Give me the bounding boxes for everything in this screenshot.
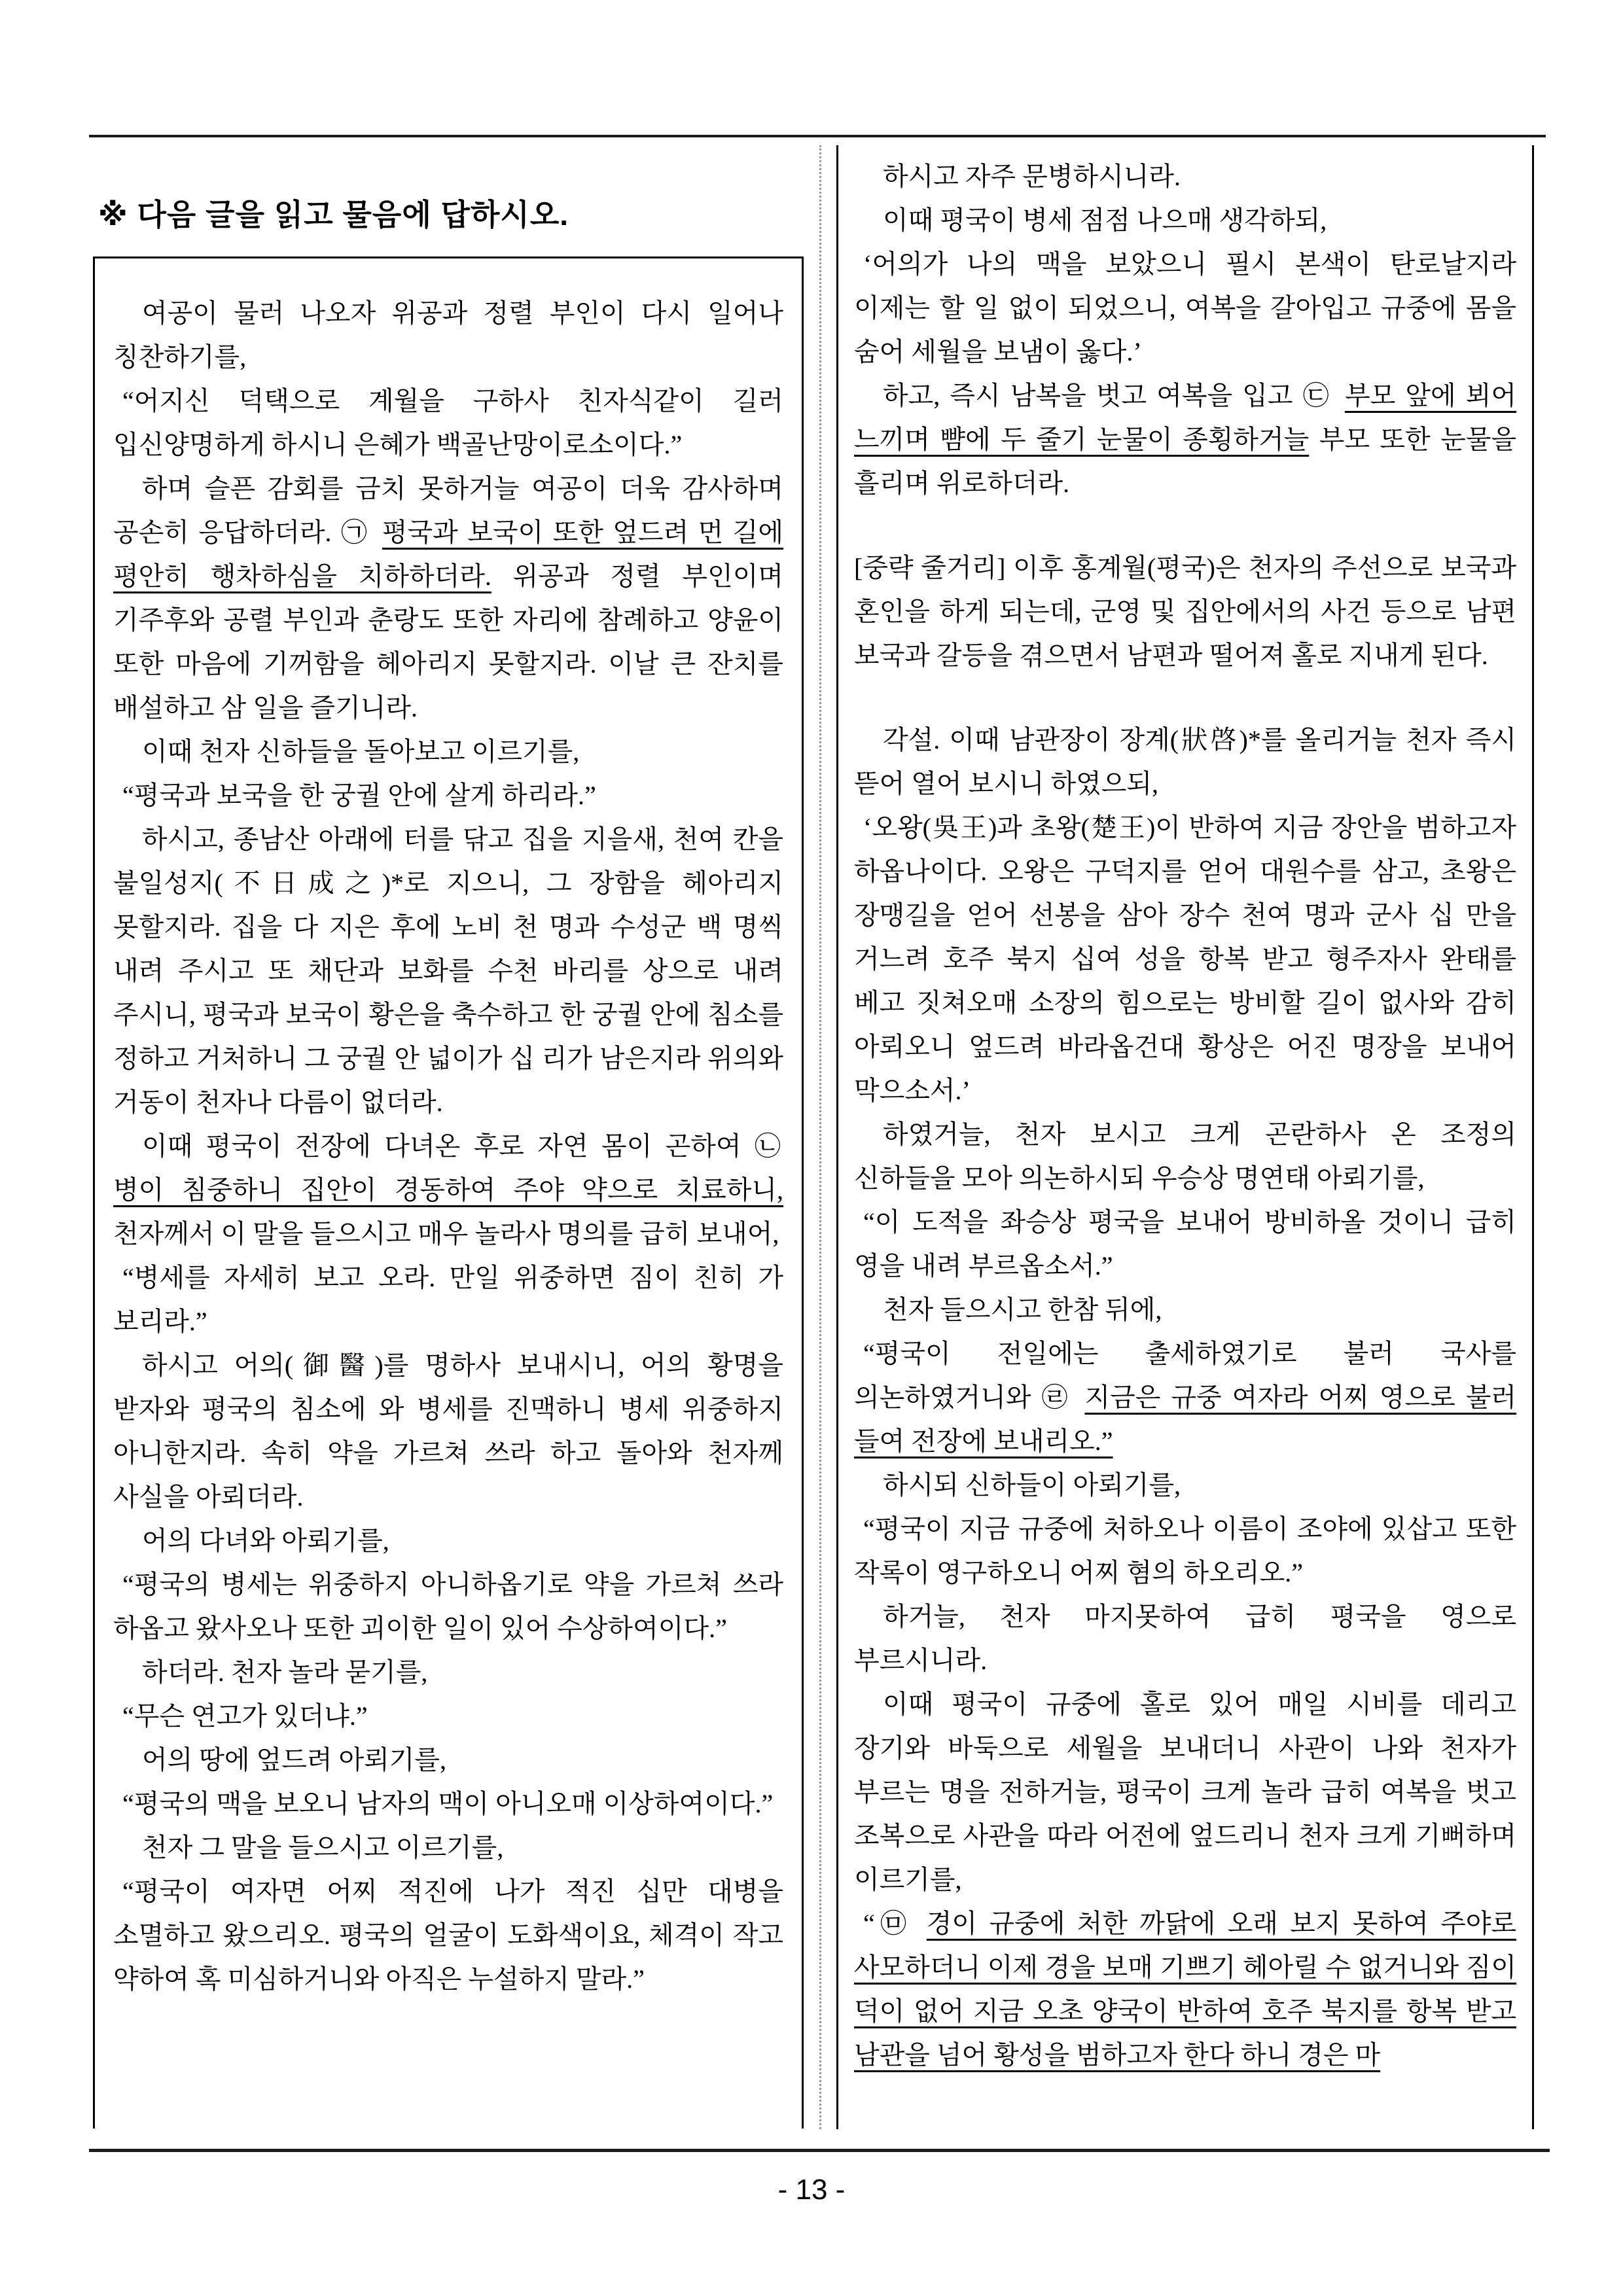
passage-text: “평국과 보국을 한 궁궐 안에 살게 하리라.” [122,781,596,810]
passage-text: 여공이 물러 나오자 위공과 정렬 부인이 다시 일어나 칭찬하기를, [113,298,783,372]
passage-box-left [93,256,804,2128]
footer-rule [89,2149,1550,2152]
passage-text: 병이 침중하니 집안이 경동하여 주야 약으로 치료하니, [113,1175,783,1205]
passage-paragraph [854,546,1516,677]
passage-text: 평국과 보국이 또한 엎드려 먼 길에 평안히 행차하심을 치하하더라. [113,518,784,591]
passage-text: 하시되 신하들이 아뢰기를, [883,1470,1181,1500]
passage-paragraph [113,1650,783,1694]
passage-text: 하시고, 종남산 아래에 터를 닦고 집을 지을새, 천여 칸을 불일성지(不日成之)*로 지으니, 그 장함을 헤아리지 못할지라. 집을 다 지은 후에 노비 천 명과 수성군 백 명씩 내려 주시고 또 채단과 보화를 수천 바리를 상으로 내려 주시니, 평국과 보국이 황은을 축수하고 한 궁궐 안에 침소를 정하고 거처하니 그 궁궐 안 넓이가 십 리가 남은지라 위의와 거동이 천자나 다름이 없더라. [113,824,783,1117]
passage-text: “평국이 지금 규중에 처하오나 이름이 조야에 있삽고 또한 작록이 영구하오니 어찌 혐의 하오리오.” [854,1514,1516,1587]
annotation-marker: ㉣ [1041,1383,1082,1412]
passage-text: 각설. 이때 남관장이 장계(狀啓)*를 올리거늘 천자 즉시 뜯어 열어 보시니 하였으되, [854,725,1516,798]
passage-text: ‘어의가 나의 맥을 보았으니 필시 본색이 탄로날지라 이제는 할 일 없이 되었으니, 여복을 갈아입고 규중에 몸을 숨어 세월을 보냄이 옳다.’ [854,249,1516,366]
passage-paragraph [113,1694,783,1738]
passage-text: 천자 그 말을 들으시고 이르기를, [142,1833,504,1862]
passage-text: “평국의 병세는 위중하지 아니하옵기로 약을 가르쳐 쓰라 하옵고 왔사오나 또한 괴이한 일이 있어 수상하여이다.” [113,1570,783,1643]
passage-paragraph [113,467,783,730]
passage-paragraph [854,805,1516,1112]
passage-paragraph [113,1519,783,1563]
passage-paragraph [113,1124,783,1256]
passage-text: ‘오왕(吳王)과 초왕(楚王)이 반하여 지금 장안을 범하고자 하옵나이다. 오왕은 구덕지를 얻어 대원수를 삼고, 초왕은 장맹길을 얻어 선봉을 삼아 장수 천여 명과 군사 십 만을 거느려 호주 북지 십여 성을 항복 받고 형주자사 완태를 베고 짓쳐오매 소장의 힘으로는 방비할 길이 없사와 감히 아뢰오니 엎드려 바라옵건대 황상은 어진 명장을 보내어 막으소서.’ [854,813,1516,1105]
passage-paragraph [854,1463,1516,1507]
passage-text: [중략 줄거리] 이후 홍계월(평국)은 천자의 주선으로 보국과 혼인을 하게 되는데, 군영 및 집안에서의 사건 등으로 남편 보국과 갈등을 겪으면서 남편과 떨어져 홀로 지내게 된다. [854,553,1516,670]
passage-text: 이때 평국이 병세 점점 나으매 생각하되, [883,205,1327,235]
passage-text: 어의 땅에 엎드려 아뢰기를, [142,1745,447,1775]
annotation-marker: ㉤ [874,1909,924,1938]
passage-text: “어지신 덕택으로 계월을 구하사 친자식같이 길러 입신양명하게 하시니 은혜가 백골난망이로소이다.” [113,386,783,459]
passage-paragraph [854,1288,1516,1332]
passage-text: 천자께서 이 말을 들으시고 매우 놀라사 명의를 급히 보내어, [113,1219,779,1248]
passage-text: “병세를 자세히 보고 오라. 만일 위중하면 짐이 친히 가 보리라.” [113,1263,783,1336]
passage-text: 이때 천자 신하들을 돌아보고 이르기를, [142,737,580,766]
passage-column-right [854,154,1516,2077]
passage-text: 부모 앞에 뵈어 느끼며 뺨에 두 줄기 눈물이 종횡하거늘 [854,381,1517,454]
passage-paragraph [113,1563,783,1650]
page-number: - 13 - [777,2174,846,2206]
passage-paragraph [854,154,1516,198]
passage-paragraph [854,1507,1516,1595]
instruction-text: ※ 다음 글을 읽고 물음에 답하시오. [98,198,569,232]
passage-text: 하며 슬픈 감회를 금치 못하거늘 여공이 더욱 감사하며 공손히 응답하더라. [113,474,783,547]
passage-paragraph [113,291,783,379]
passage-text: 하시고 어의(御醫)를 명하사 보내시니, 어의 황명을 받자와 평국의 침소에 와 병세를 진맥하니 병세 위중하지 아니한지라. 속히 약을 가르쳐 쓰라 하고 돌아와 천자께 사실을 아뢰더라. [113,1351,783,1511]
passage-paragraph [854,1901,1516,2077]
passage-paragraph [113,1782,783,1826]
passage-paragraph [854,718,1516,805]
annotation-marker: ㉠ [341,518,380,547]
annotation-marker: ㉢ [1302,381,1342,410]
passage-text: “ [863,1909,875,1938]
passage-text: “평국이 여자면 어찌 적진에 나가 적진 십만 대병을 소멸하고 왔으리오. 평국의 얼굴이 도화색이요, 체격이 작고 약하여 혹 미심하거니와 아직은 누설하지 말라.” [113,1877,783,1994]
passage-paragraph [854,1682,1516,1901]
passage-text: 하고, 즉시 남복을 벗고 여복을 입고 [883,381,1303,410]
passage-paragraph [113,1869,783,2001]
passage-text: 지금은 규중 여자라 어찌 영으로 불러 들여 전장에 보내리오.” [854,1383,1516,1456]
passage-text: 하더라. 천자 놀라 묻기를, [142,1657,428,1687]
passage-text: 천자 들으시고 한참 뒤에, [883,1295,1162,1324]
passage-box-right [836,145,1534,2129]
passage-text: 하시고 자주 문병하시니라. [883,162,1181,191]
annotation-marker: ㉡ [755,1131,781,1161]
passage-text: 경이 규중에 처한 까닭에 오래 보지 못하여 주야로 사모하더니 이제 경을 보매 기쁘기 헤아릴 수 없거니와 짐이 덕이 없어 지금 오초 양국이 반하여 호주 북지를 항복 받고 남관을 넘어 황성을 범하고자 한다 하니 경은 마 [854,1909,1516,2070]
column-divider [819,145,821,2129]
passage-paragraph [113,1256,783,1343]
passage-text: 부모 또한 눈물을 흘리며 위로하더라. [854,425,1516,498]
passage-paragraph [854,1112,1516,1200]
header-rule [89,135,1546,137]
passage-paragraph [113,773,783,817]
passage-paragraph [854,374,1516,505]
passage-paragraph [854,1595,1516,1682]
passage-paragraph [113,817,783,1124]
passage-paragraph [854,242,1516,374]
passage-paragraph [113,1826,783,1869]
passage-paragraph [854,198,1516,242]
passage-paragraph [113,730,783,773]
passage-paragraph [113,1738,783,1782]
passage-text: “평국의 맥을 보오니 남자의 맥이 아니오매 이상하여이다.” [122,1789,774,1818]
passage-text: “무슨 연고가 있더냐.” [122,1701,368,1731]
passage-text: 이때 평국이 전장에 다녀온 후로 자연 몸이 곤하여 [142,1131,755,1161]
passage-text: 위공과 정렬 부인이며 기주후와 공렬 부인과 춘랑도 또한 자리에 참례하고 양윤이 또한 마음에 기꺼함을 헤아리지 못할지라. 이날 큰 잔치를 배설하고 삼 일을 즐기니라. [113,561,783,722]
passage-text: “이 도적을 좌승상 평국을 보내어 방비하올 것이니 급히 영을 내려 부르옵소서.” [854,1207,1516,1280]
passage-text: 어의 다녀와 아뢰기를, [142,1526,389,1555]
passage-paragraph [113,1343,783,1519]
passage-column-left [113,291,783,2001]
passage-text: 하였거늘, 천자 보시고 크게 곤란하사 온 조정의 신하들을 모아 의논하시되 우승상 명연태 아뢰기를, [854,1120,1516,1193]
passage-text: 하거늘, 천자 마지못하여 급히 평국을 영으로 부르시니라. [854,1602,1516,1675]
passage-text: 이때 평국이 규중에 홀로 있어 매일 시비를 데리고 장기와 바둑으로 세월을 보내더니 사관이 나와 천자가 부르는 명을 전하거늘, 평국이 크게 놀라 급히 여복을 벗고 조복으로 사관을 따라 어전에 엎드리니 천자 크게 기뻐하며 이르기를, [854,1689,1516,1894]
passage-paragraph [854,1332,1516,1463]
passage-paragraph [113,379,783,467]
passage-paragraph [854,1200,1516,1288]
passage-text: “평국이 전일에는 출세하였기로 불러 국사를 의논하였거니와 [854,1339,1516,1412]
